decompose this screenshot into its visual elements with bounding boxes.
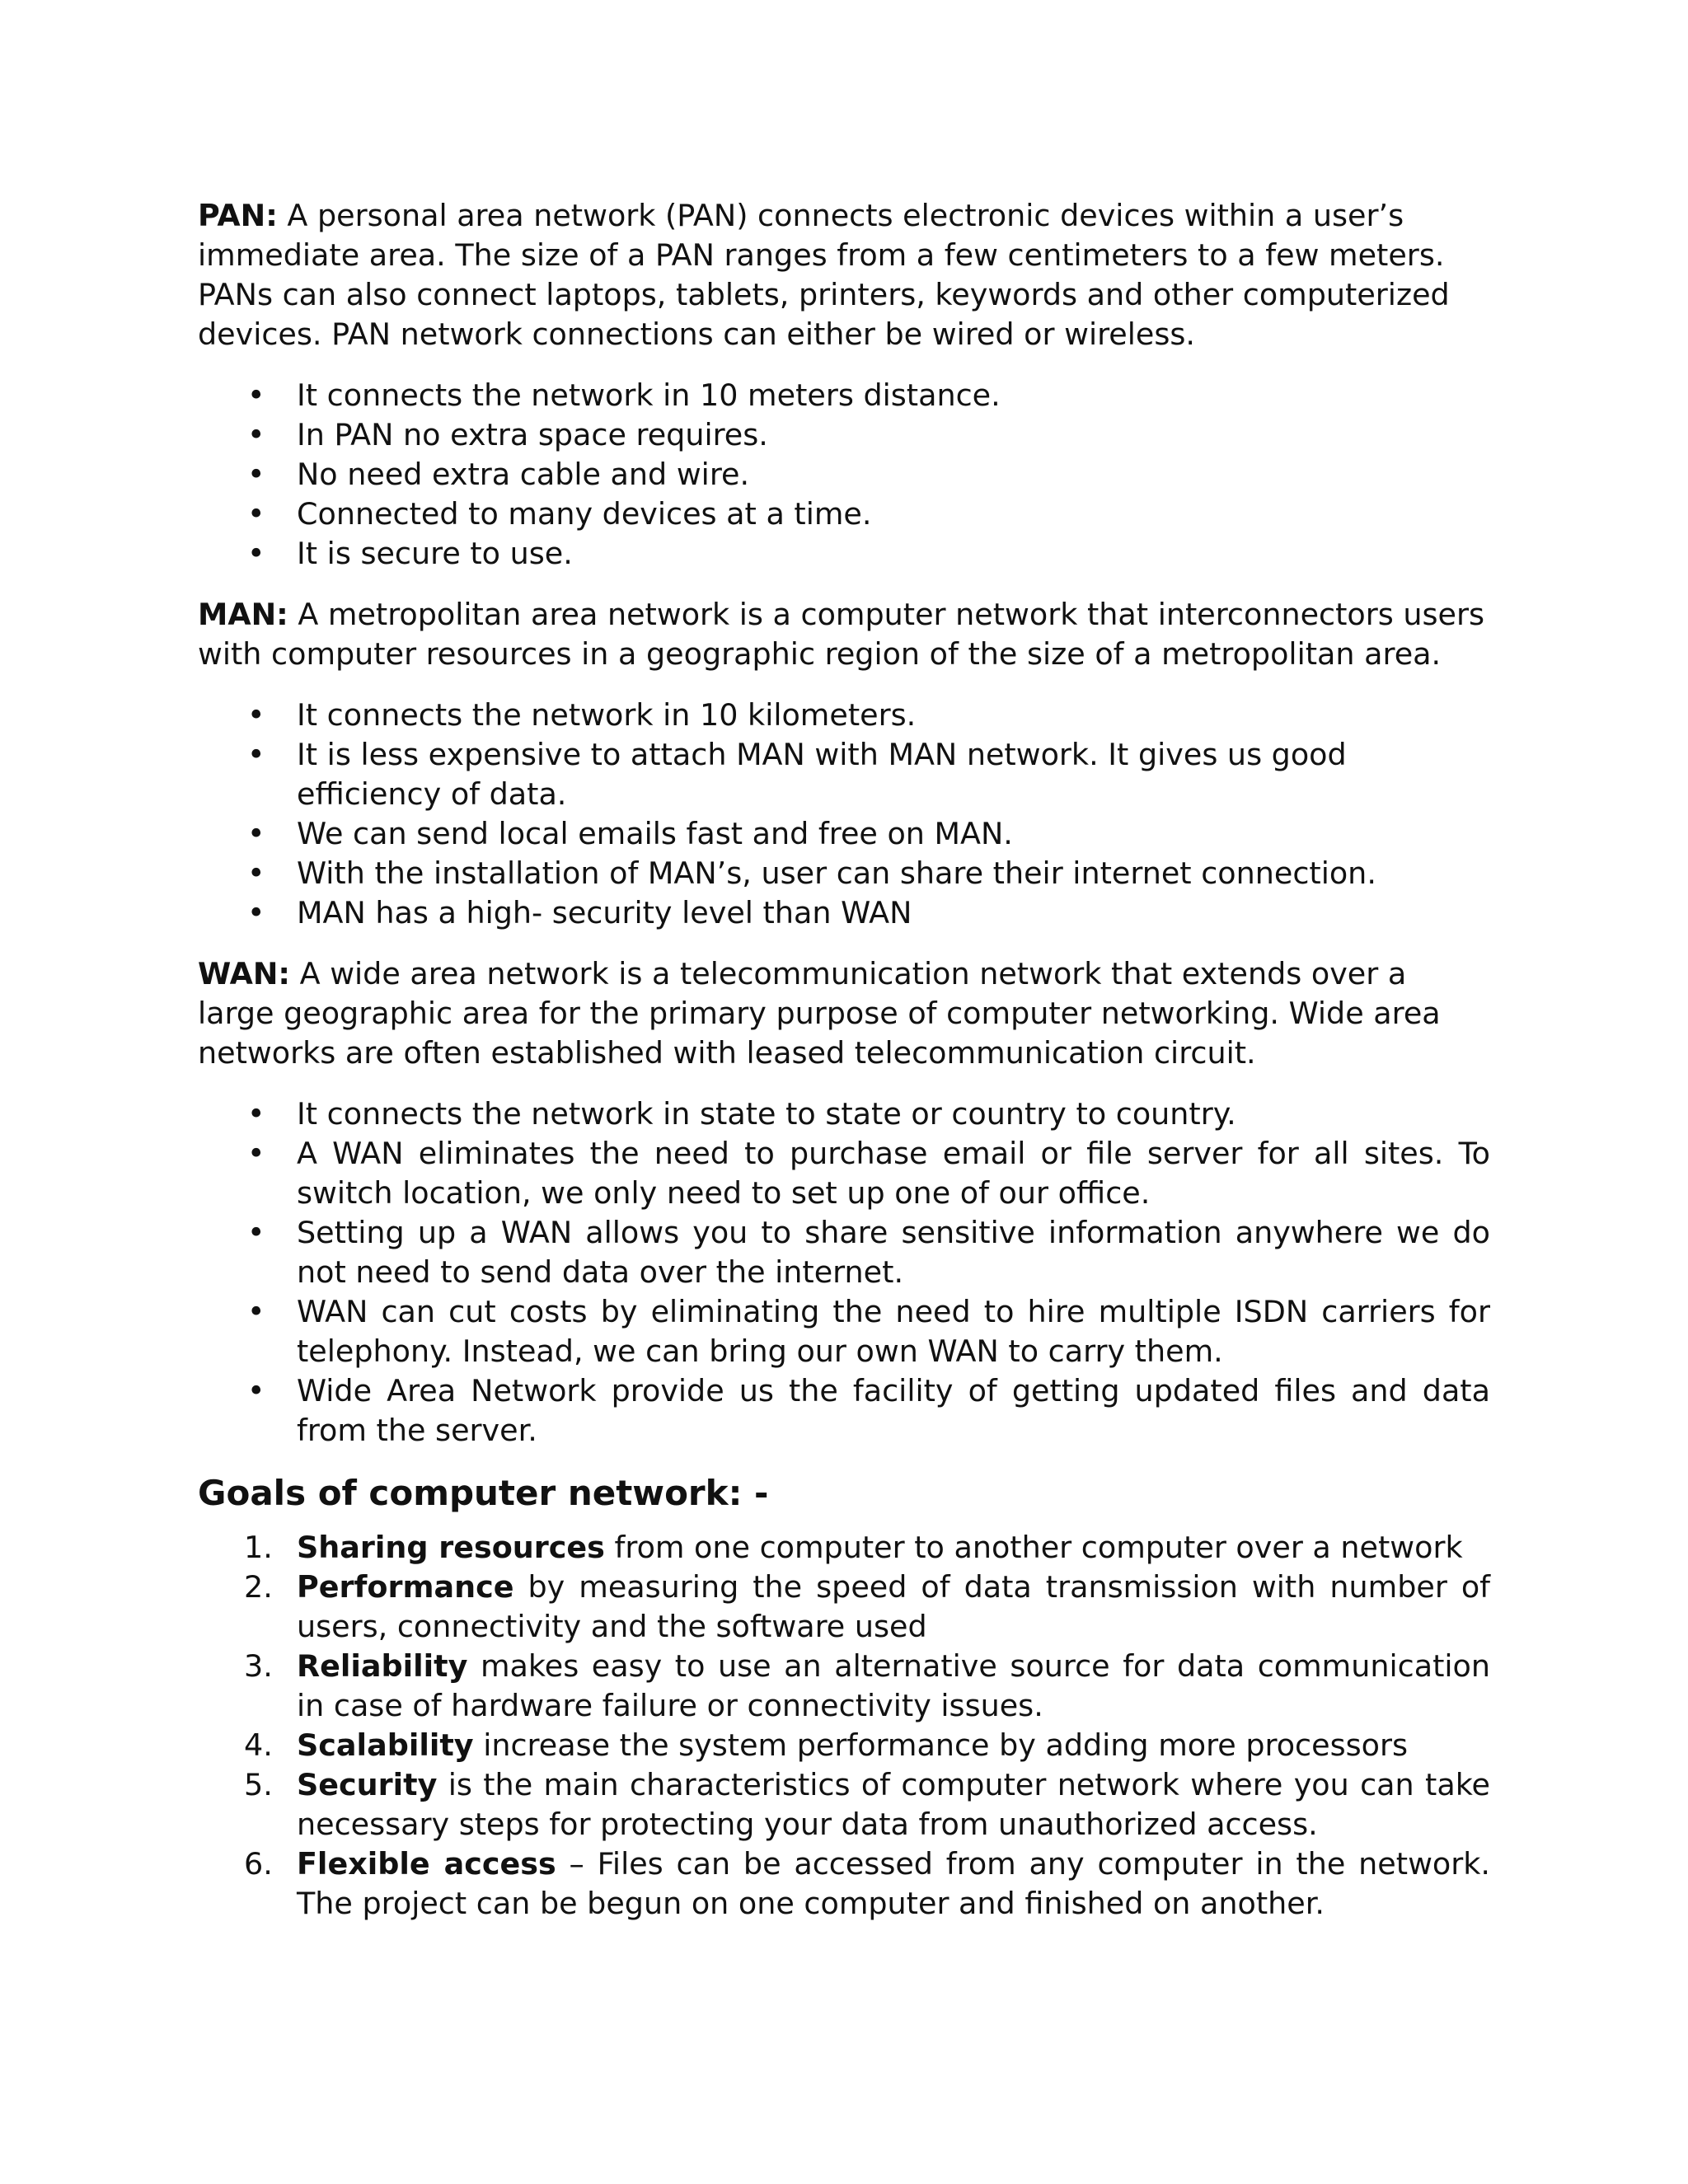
list-item-text: MAN has a high- security level than WAN — [297, 895, 912, 930]
list-item-text — [297, 1568, 1490, 1647]
pan-term: PAN: — [198, 198, 278, 233]
list-item — [198, 376, 1490, 415]
man-term: MAN: — [198, 597, 288, 632]
wan-term: WAN: — [198, 956, 291, 991]
bullet-icon: • — [247, 697, 265, 733]
bullet-icon: • — [247, 536, 265, 571]
list-item — [198, 814, 1490, 854]
list-item — [198, 1568, 1490, 1647]
list-item-text — [297, 1765, 1490, 1844]
list-item — [198, 735, 1490, 814]
bullet-icon: • — [247, 417, 265, 452]
list-item — [198, 1528, 1490, 1568]
pan-paragraph — [198, 196, 1490, 354]
list-item — [198, 1371, 1490, 1451]
pan-description: A personal area network (PAN) connects electronic devices within a user’s immediate area. The size of a PAN ranges from a few centimeters to a few meters. PANs can also connect laptops, tablets, printers, keywords and other computerized devices. PAN network connections can either be wired or wireless. — [198, 198, 1450, 352]
list-item-text: It connects the network in state to state or country to country. — [297, 1096, 1236, 1132]
list-item-text — [297, 1528, 1490, 1568]
list-item — [198, 1094, 1490, 1134]
man-bullet-list — [198, 696, 1490, 933]
list-number: 6. — [244, 1846, 273, 1882]
list-item-text: It connects the network in 10 meters distance. — [297, 377, 1001, 413]
list-item — [198, 1292, 1490, 1371]
list-item — [198, 1134, 1490, 1213]
list-item-text: Setting up a WAN allows you to share sensitive information anywhere we do not need to send data over the internet. — [297, 1215, 1490, 1290]
list-item-text: With the installation of MAN’s, user can share their internet connection. — [297, 855, 1376, 891]
goal-term: Sharing resources — [297, 1530, 605, 1565]
document-page — [198, 196, 1490, 1924]
bullet-icon: • — [247, 1136, 265, 1171]
goal-term: Security — [297, 1767, 438, 1802]
bullet-icon: • — [247, 377, 265, 413]
wan-description: A wide area network is a telecommunication network that extends over a large geographic area for the primary purpose of computer networking. Wide area networks are often established with leased telecommunication circuit. — [198, 956, 1441, 1071]
list-item — [198, 1726, 1490, 1765]
list-number: 2. — [244, 1569, 273, 1605]
list-item-text: It is less expensive to attach MAN with MAN network. It gives us good efficiency of data. — [297, 737, 1347, 812]
list-item-text: No need extra cable and wire. — [297, 457, 750, 492]
bullet-icon: • — [247, 737, 265, 772]
list-item-text: In PAN no extra space requires. — [297, 417, 768, 452]
bullet-icon: • — [247, 1215, 265, 1250]
man-description: A metropolitan area network is a computer network that interconnectors users with computer resources in a geographic region of the size of a metropolitan area. — [198, 597, 1485, 672]
list-item — [198, 415, 1490, 455]
bullet-icon: • — [247, 895, 265, 930]
goal-description: is the main characteristics of computer network where you can take necessary steps for protecting your data from unauthorized access. — [297, 1767, 1490, 1842]
bullet-icon: • — [247, 855, 265, 891]
list-number: 1. — [244, 1530, 273, 1565]
list-item — [198, 494, 1490, 534]
pan-bullet-list — [198, 376, 1490, 574]
goal-description: from one computer to another computer over a network — [604, 1530, 1463, 1565]
goal-term: Flexible access — [297, 1846, 556, 1882]
list-item-text: A WAN eliminates the need to purchase email or file server for all sites. To switch location, we only need to set up one of our office. — [297, 1136, 1490, 1211]
wan-bullet-list — [198, 1094, 1490, 1451]
list-item-text: Connected to many devices at a time. — [297, 496, 872, 532]
list-item — [198, 534, 1490, 574]
bullet-icon: • — [247, 1096, 265, 1132]
list-number: 4. — [244, 1727, 273, 1763]
list-item — [198, 893, 1490, 933]
goal-term: Scalability — [297, 1727, 474, 1763]
goal-description: – Files can be accessed from any computer in the network. The project can be begun on one computer and finished on another. — [297, 1846, 1490, 1921]
goal-description: by measuring the speed of data transmission with number of users, connectivity and the software used — [297, 1569, 1490, 1644]
list-item — [198, 1765, 1490, 1844]
list-item-text: WAN can cut costs by eliminating the need to hire multiple ISDN carriers for telephony. Instead, we can bring our own WAN to carry them. — [297, 1294, 1490, 1369]
goal-term: Performance — [297, 1569, 514, 1605]
list-item — [198, 1647, 1490, 1726]
goals-heading: Goals of computer network: - — [198, 1473, 769, 1513]
goal-description: increase the system performance by adding more processors — [473, 1727, 1408, 1763]
list-number: 5. — [244, 1767, 273, 1802]
list-item-text — [297, 1647, 1490, 1726]
list-item-text — [297, 1844, 1490, 1924]
list-item-text: Wide Area Network provide us the facility of getting updated files and data from the server. — [297, 1373, 1490, 1448]
list-number: 3. — [244, 1648, 273, 1684]
list-item-text: It connects the network in 10 kilometers. — [297, 697, 917, 733]
bullet-icon: • — [247, 457, 265, 492]
list-item-text — [297, 1726, 1490, 1765]
goals-numbered-list — [198, 1528, 1490, 1924]
man-paragraph — [198, 595, 1490, 674]
bullet-icon: • — [247, 1373, 265, 1408]
bullet-icon: • — [247, 1294, 265, 1329]
bullet-icon: • — [247, 496, 265, 532]
list-item — [198, 696, 1490, 735]
list-item — [198, 455, 1490, 494]
goal-term: Reliability — [297, 1648, 468, 1684]
wan-paragraph — [198, 954, 1490, 1073]
list-item-text: We can send local emails fast and free on MAN. — [297, 816, 1013, 851]
list-item — [198, 1213, 1490, 1292]
bullet-icon: • — [247, 816, 265, 851]
list-item — [198, 1844, 1490, 1924]
list-item-text: It is secure to use. — [297, 536, 573, 571]
list-item — [198, 854, 1490, 893]
goal-description: makes easy to use an alternative source for data communication in case of hardware failure or connectivity issues. — [297, 1648, 1490, 1723]
